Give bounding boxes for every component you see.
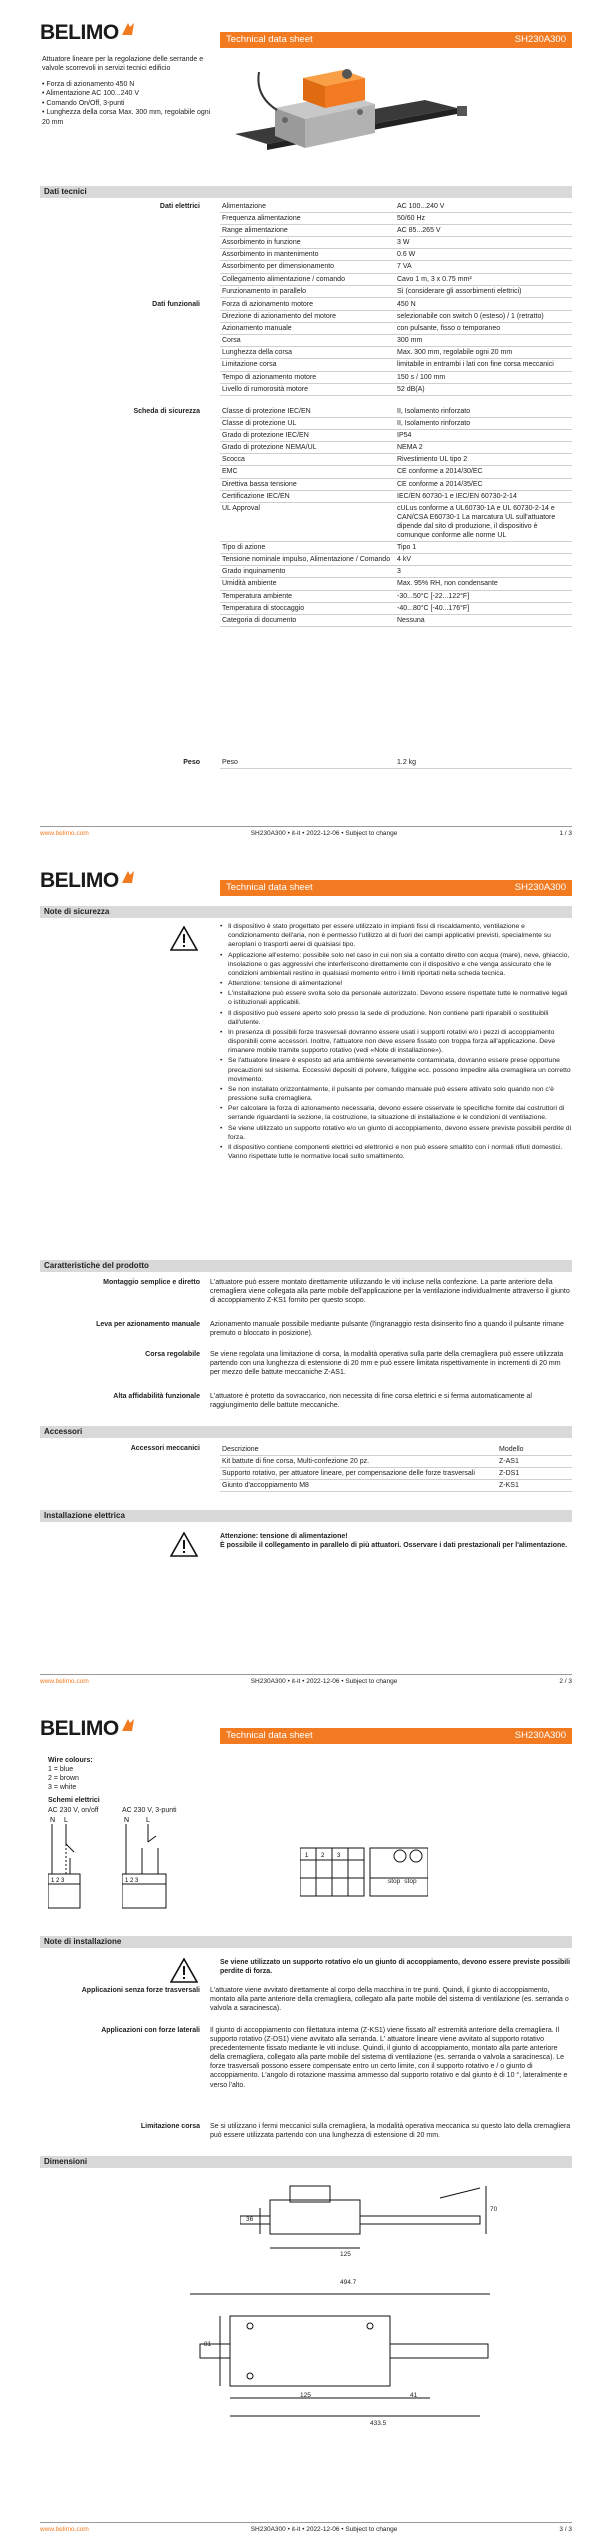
table-row: Lunghezza della corsa Max. 300 mm, regolabile ogni 20 mm (220, 347, 572, 359)
page-number: 3 / 3 (559, 2526, 572, 2533)
table-row: Collegamento alimentazione / comando Cavo 1 m, 3 x 0.75 mm² (220, 274, 572, 286)
dimension-label: 125 (300, 2392, 311, 2399)
svg-text:N: N (124, 1817, 130, 1824)
section-note-sicurezza: Note di sicurezza (40, 906, 572, 918)
product-image (225, 56, 525, 176)
belimo-logo: BELIMO (40, 1718, 136, 1740)
wire-colours: Wire colours: 1 = blue 2 = brown 3 = white Schemi elettrici (48, 1757, 100, 1805)
table-row: Tempo di azionamento motore 150 s / 100 mm (220, 372, 572, 384)
table-row: Range alimentazione AC 85...265 V (220, 225, 572, 237)
header-title: Technical data sheet (226, 881, 313, 893)
feature-row: Limitazione corsa Se si utilizzano i fermi meccanici sulla cremagliera, la modalità operativa meccanica su questo lato della cremagliera può essere utilizzata partendo con una lunghezza di estensione di 20 mm. (140, 2123, 571, 2140)
table-row: Peso 1.2 kg (220, 757, 572, 769)
accessories-table (220, 1444, 572, 1492)
wiring-diagram-onoff (48, 1814, 98, 1914)
table-row: Scocca Rivestimento UL tipo 2 (220, 454, 572, 466)
table-row: UL Approval cULus conforme a UL60730-1A e UL 60730-2-14 e CAN/CSA E60730-1 La marcatura UL sull'attuatore dipende dal sito di produzione, il dispositivo è comunque conforme alle norme UL (220, 503, 572, 542)
dimension-label: 36 (246, 2216, 254, 2223)
section-accessori: Accessori (40, 1426, 572, 1438)
table-row: Limitazione corsa limitabile in entrambi i lati con fine corsa meccanici (220, 359, 572, 371)
dimension-label: 494.7 (340, 2279, 357, 2286)
scheme-label: AC 230 V, 3-punti (122, 1807, 177, 1814)
table-row: Classe di protezione UL II, Isolamento rinforzato (220, 418, 572, 430)
dimension-label: 433.5 (370, 2420, 387, 2427)
page-footer (40, 1674, 572, 1686)
dimension-drawing-top (190, 2286, 490, 2426)
table-row: Assorbimento per dimensionamento 7 VA (220, 261, 572, 273)
table-row: Classe di protezione IEC/EN II, Isolamento rinforzato (220, 406, 572, 418)
intro-block (42, 55, 212, 127)
dimension-drawing-side (240, 2178, 490, 2268)
list-item: • Applicazione all'esterno: possibile solo nel caso in cui non sia a contatto diretto con acqua (mare), neve, ghiaccio, insolazione o gas aggressivi che interferiscono direttamente con il dispositivo e che venga assicurato che le condizioni ambientali restino in qualsiasi momento entro i limiti riportati nella scheda tecnica. (220, 951, 572, 979)
table-row: Giunto d'accoppiamento M8 Z-KS1 (220, 1480, 572, 1492)
table-row: Direttiva bassa tensione CE conforme a 2014/35/EC (220, 479, 572, 491)
header-model: SH230A300 (514, 33, 566, 45)
table-scheda-sicurezza (220, 406, 572, 627)
section-installazione: Installazione elettrica (40, 1510, 572, 1522)
dimension-label: 125 (340, 2251, 351, 2258)
footer-center: SH230A300 • it-it • 2022-12-06 • Subject to change (250, 830, 398, 837)
bullet-item: • Lunghezza della corsa Max. 300 mm, regolabile ogni 20 mm (42, 109, 211, 126)
belimo-logo: BELIMO (40, 22, 136, 44)
table-row: Azionamento manuale con pulsante, fisso o temporaneo (220, 323, 572, 335)
section-caratteristiche: Caratteristiche del prodotto (40, 1260, 572, 1272)
svg-text:L: L (64, 1817, 68, 1824)
dimension-label: 81 (204, 2341, 212, 2348)
feature-row: Applicazioni senza forze trasversali L'attuatore viene avvitato direttamente al corpo della macchina in tre punti. Quindi, il giunto di accoppiamento, montato alla parte anteriore della cremagliera, collegato alla parte mobile del sistema di ventilazione (es. serranda o valvola a saracinesca). (81, 1987, 569, 2013)
table-row: Forza di azionamento motore 450 N (220, 299, 572, 311)
page-number: 1 / 3 (559, 830, 572, 837)
section-note-installazione: Note di installazione (40, 1936, 572, 1948)
dimension-label: 41 (410, 2392, 418, 2399)
logo-mark-icon (120, 869, 136, 885)
header-bar (220, 32, 572, 48)
header-model: SH230A300 (514, 1729, 566, 1741)
warning-icon (170, 1532, 198, 1557)
footer-link[interactable]: www.belimo.com (40, 1678, 89, 1685)
table-dati-funzionali (220, 299, 572, 396)
table-row: Kit battute di fine corsa, Multi-confezione 20 pz. Z-AS1 (220, 1456, 572, 1468)
wire-colour-item: 3 = white (48, 1784, 77, 1792)
svg-text:1 2 3: 1 2 3 (51, 1878, 65, 1884)
table-row: Livello di rumorosità motore 52 dB(A) (220, 384, 572, 396)
table-row: Corsa 300 mm (220, 335, 572, 347)
table-row: Tipo di azione Tipo 1 (220, 542, 572, 554)
feature-row: Montaggio semplice e diretto L'attuatore può essere montato direttamente utilizzando le viti incluse nella confezione. La parte anteriore della cremagliera viene collegata alla parte mobile dell'applicazione per la ventilazione individualmente attraverso il giunto di accoppiamento Z-KS1 fornito per questo scopo. (103, 1279, 570, 1305)
table-row: Grado di protezione IEC/EN IP54 (220, 430, 572, 442)
table-row: Categoria di documento Nessuna (220, 615, 572, 627)
table-row: EMC CE conforme a 2014/30/EC (220, 466, 572, 478)
svg-text:L: L (146, 1817, 150, 1824)
page-footer (40, 2522, 572, 2534)
group-label: Accessori meccanici (130, 1445, 200, 1452)
table-header-row: Descrizione Modello (220, 1444, 572, 1456)
table-row: Assorbimento in mantenimento 0.6 W (220, 249, 572, 261)
wire-colour-item: 2 = brown (48, 1775, 79, 1783)
install-note-intro: Se viene utilizzato un supporto rotativo e/o un giunto di accoppiamento, devono essere previste possibili perdite di forza. (220, 1959, 571, 1976)
header-bar (220, 1728, 572, 1744)
scheme-label: AC 230 V, on/off (48, 1807, 99, 1814)
feature-row: Alta affidabilità funzionale L'attuatore è protetto da sovraccarico, non necessita di fine corsa elettrici e si ferma automaticamente al raggiungimento delle battute meccaniche. (113, 1393, 532, 1410)
table-row: Umidità ambiente Max. 95% RH, non condensante (220, 578, 572, 590)
list-item: • Se non installato orizzontalmente, il pulsante per comando manuale può essere attivato solo quando non c'è pressione sulla cremagliera. (220, 1085, 572, 1103)
header-title: Technical data sheet (226, 33, 313, 45)
list-item: • Attenzione: tensione di alimentazione! (220, 979, 572, 988)
page-3 (0, 1696, 600, 2544)
group-label: Dati elettrici (159, 203, 200, 210)
function-table (300, 1844, 428, 1908)
svg-text:1 2 3: 1 2 3 (125, 1878, 139, 1884)
belimo-logo: BELIMO (40, 870, 136, 892)
list-item: • Il dispositivo può essere aperto solo presso la sede di produzione. Non contiene parti riparabili o sostituibili dall'utente. (220, 1009, 572, 1027)
logo-mark-icon (120, 1717, 136, 1733)
table-row: Grado di protezione NEMA/UL NEMA 2 (220, 442, 572, 454)
bullet-item: • Alimentazione AC 100...240 V (42, 90, 140, 98)
table-dati-elettrici (220, 201, 572, 298)
table-row: Alimentazione AC 100...240 V (220, 201, 572, 213)
footer-center: SH230A300 • it-it • 2022-12-06 • Subject to change (250, 2526, 398, 2533)
list-item: • L'installazione può essere svolta solo da personale autorizzato. Devono essere rispettate tutte le normative legali o istituzionali applicabili. (220, 989, 572, 1007)
table-peso (220, 757, 572, 769)
header-title: Technical data sheet (226, 1729, 313, 1741)
intro-lead: Attuatore lineare per la regolazione delle serrande e valvole scorrevoli in servizi tecnici edificio (42, 56, 204, 73)
wiring-diagram-3point (122, 1814, 182, 1914)
feature-row: Applicazioni con forze laterali Il giunto di accoppiamento con filettatura interna (Z-KS1) viene fissato all' estremità anteriore della cremagliera. Il supporto rotativo (Z-DS1) viene avvitato alla serranda. L' attuatore lineare viene avvitato al supporto rotativo precedentemente fissato mediante le viti incluse. Quindi, il giunto di accoppiamento, montato alla parte anteriore della cremagliera, collegato alla parte mobile del sistema di ventilazione (es. serranda o valvola a saracinesca). Le forze trasversali possono essere compensate entro un certo limite, con il supporto rotativo e / o giunto di accoppiamento. L'angolo di rotazione massima ammesso dal supporto rotativo e dal giunto è di 10 °, lateralmente e verso l'alto. (101, 2027, 568, 2089)
logo-mark-icon (120, 21, 136, 37)
page-number: 2 / 3 (559, 1678, 572, 1685)
table-row: Supporto rotativo, per attuatore lineare, per compensazione delle forze trasversali Z-DS1 (220, 1468, 572, 1480)
bullet-item: • Comando On/Off, 3-punti (42, 99, 125, 107)
list-item: • Se viene utilizzato un supporto rotativo e/o un giunto di accoppiamento, devono essere previste possibili perdite di forza. (220, 1124, 572, 1142)
svg-text:1: 1 (305, 1853, 309, 1859)
list-item: • Se l'attuatore lineare è esposto ad aria ambiente severamente contaminata, dovranno essere prese opportune precauzioni sul sistema. Eccessivi depositi di polvere, fuliggine ecc. possono impedire alla cremagliera un corretto movimento. (220, 1056, 572, 1084)
stop-labels: stop stop (388, 1878, 417, 1885)
svg-text:N: N (50, 1817, 56, 1824)
table-row: Direzione di azionamento del motore selezionabile con switch 0 (esteso) / 1 (retratto) (220, 311, 572, 323)
warning-icon (170, 1958, 198, 1983)
dimension-label: 70 (490, 2206, 498, 2213)
list-item: • Per calcolare la forza di azionamento necessaria, devono essere osservate le specifiche fornite dai costruttori di serrande riguardanti la sezione, la costruzione, la situazione di installazione e le condizioni di ventilazione. (220, 1104, 572, 1122)
section-dati-tecnici: Dati tecnici (40, 186, 572, 198)
footer-center: SH230A300 • it-it • 2022-12-06 • Subject to change (250, 1678, 398, 1685)
table-row: Temperatura di stoccaggio -40...80°C [-40...176°F] (220, 603, 572, 615)
table-row: Tensione nominale impulso, Alimentazione / Comando 4 kV (220, 554, 572, 566)
feature-row: Corsa regolabile Se viene regolata una limitazione di corsa, la modalità operativa sulla parte della cremagliera può essere utilizzata partendo con una lunghezza di estensione di 20 mm e può essere limitata rispettivamente in incrementi di 20 mm per mezzo delle battute meccaniche Z-AS1. (145, 1351, 564, 1377)
page-footer (40, 826, 572, 838)
svg-text:3: 3 (337, 1853, 341, 1859)
svg-text:2: 2 (321, 1853, 325, 1859)
install-warning: Attenzione: tensione di alimentazione! È possibile il collegamento in parallelo di più attuatori. Osservare i dati prestazionali per l'alimentazione. (220, 1533, 568, 1550)
table-row: Assorbimento in funzione 3 W (220, 237, 572, 249)
group-label: Dati funzionali (152, 301, 200, 308)
group-label: Scheda di sicurezza (133, 408, 200, 415)
footer-link[interactable]: www.belimo.com (40, 2526, 89, 2533)
list-item: • Il dispositivo contiene componenti elettrici ed elettronici e non può essere smaltito con i normali rifiuti domestici. Vanno rispettate tutte le normative locali sullo smaltimento. (220, 1143, 572, 1161)
wire-colour-item: 1 = blue (48, 1766, 74, 1774)
table-row: Funzionamento in parallelo Sì (considerare gli assorbimenti elettrici) (220, 286, 572, 298)
table-row: Certificazione IEC/EN IEC/EN 60730-1 e IEC/EN 60730-2-14 (220, 491, 572, 503)
group-label: Peso (183, 759, 200, 766)
section-dimensioni: Dimensioni (40, 2156, 572, 2168)
warning-icon (170, 926, 198, 951)
page-1 (0, 0, 600, 848)
table-row: Temperatura ambiente -30...50°C [-22...122°F] (220, 591, 572, 603)
table-row: Grado inquinamento 3 (220, 566, 572, 578)
table-row: Frequenza alimentazione 50/60 Hz (220, 213, 572, 225)
feature-row: Leva per azionamento manuale Azionamento manuale possibile mediante pulsante (l'ingranaggio resta disinserito fino a quando il pulsante rimane premuto o bloccato in posizione). (96, 1321, 564, 1338)
bullet-item: • Forza di azionamento 450 N (42, 80, 135, 88)
header-bar (220, 880, 572, 896)
footer-link[interactable]: www.belimo.com (40, 830, 89, 837)
page-2 (0, 848, 600, 1696)
list-item: • Il dispositivo è stato progettato per essere utilizzato in impianti fissi di riscaldamento, ventilazione e condizionamento dell'aria, non è permesso l'utilizzo al di fuori dei campi applicativi previsti, specialmente su aeroplani o trasporti aerei di qualsiasi tipo. (220, 922, 572, 950)
safety-list (220, 922, 572, 1162)
header-model: SH230A300 (514, 881, 566, 893)
list-item: • In presenza di possibili forze trasversali dovranno essere usati i supporti rotativi e/o i pezzi di accoppiamento disponibili come accessori. Inoltre, l'attuatore non deve essere fissato con troppa forza all'applicazione. Deve rimanere mobile tramite supporto rotativo (vedi «Note di installazione»). (220, 1028, 572, 1056)
